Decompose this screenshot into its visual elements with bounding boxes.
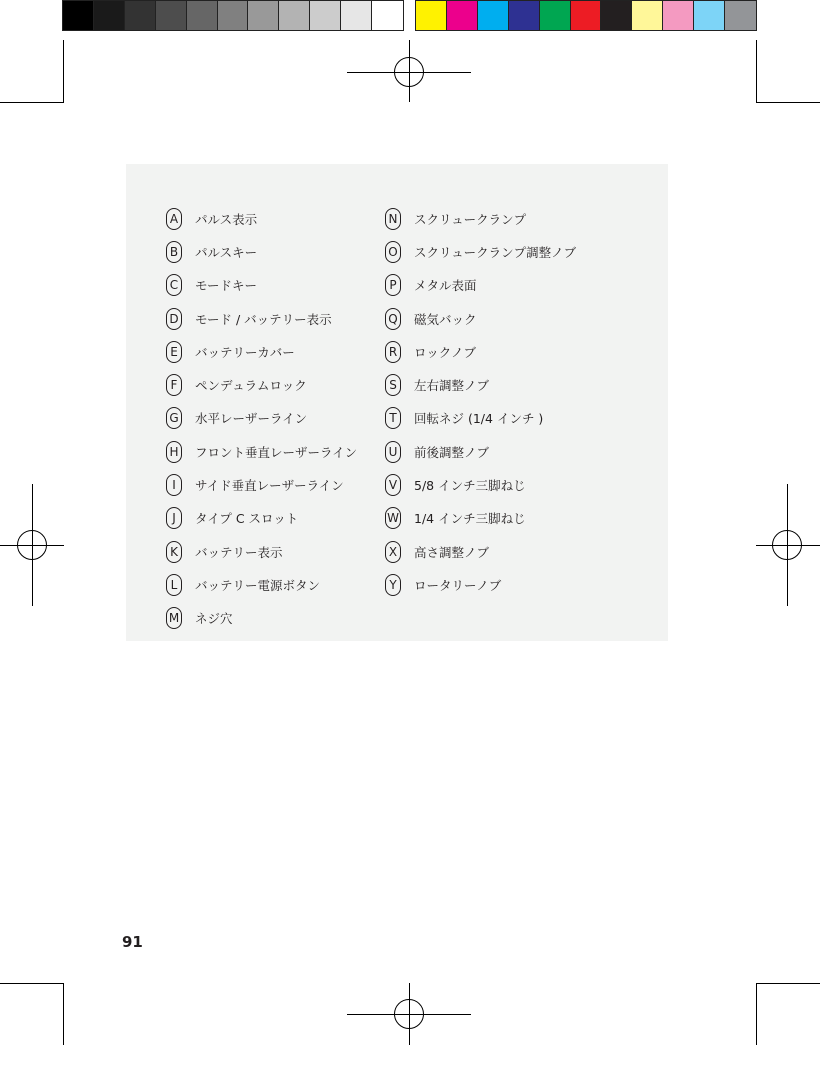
- color-swatch: [447, 1, 478, 30]
- color-swatch: [187, 1, 218, 30]
- legend-item: [166, 402, 357, 435]
- legend-item: [385, 202, 576, 235]
- legend-key-badge: Q: [385, 308, 401, 330]
- process-color-bar: [415, 0, 757, 31]
- legend-label: 1/4 インチ三脚ねじ: [414, 511, 526, 527]
- legend-key-badge: I: [166, 474, 182, 496]
- legend-label: モード / バッテリー表示: [195, 311, 332, 327]
- legend-key-badge: C: [166, 274, 182, 296]
- color-swatch: [725, 1, 756, 30]
- legend-key-badge: V: [385, 474, 401, 496]
- legend-key-badge: T: [385, 407, 401, 429]
- legend-label: 5/8 インチ三脚ねじ: [414, 478, 526, 494]
- legend-label: メタル表面: [414, 278, 477, 294]
- legend-key-badge: H: [166, 441, 182, 463]
- crop-mark: [756, 983, 757, 1045]
- color-swatch: [218, 1, 249, 30]
- legend-label: ロックノブ: [414, 344, 477, 360]
- legend-key-badge: U: [385, 441, 401, 463]
- legend-key-badge: Y: [385, 574, 401, 596]
- legend-label: ペンデュラムロック: [195, 378, 307, 394]
- legend-key-badge: B: [166, 241, 182, 263]
- legend-item: [385, 235, 576, 268]
- color-swatch: [125, 1, 156, 30]
- parts-legend-panel: [126, 164, 668, 641]
- legend-key-badge: P: [385, 274, 401, 296]
- crop-mark: [756, 40, 757, 102]
- legend-item: [166, 202, 357, 235]
- legend-key-badge: D: [166, 308, 182, 330]
- crop-mark: [756, 983, 820, 984]
- color-swatch: [279, 1, 310, 30]
- legend-label: フロント垂直レーザーライン: [195, 444, 358, 460]
- legend-item: [166, 468, 357, 501]
- grayscale-color-bar: [62, 0, 404, 31]
- legend-item: [166, 302, 357, 335]
- color-swatch: [663, 1, 694, 30]
- legend-key-badge: J: [166, 507, 182, 529]
- color-swatch: [310, 1, 341, 30]
- crop-mark: [0, 102, 64, 103]
- legend-label: 回転ネジ (1/4 インチ ): [414, 411, 544, 427]
- legend-item: [385, 402, 576, 435]
- legend-item: [385, 302, 576, 335]
- legend-column-right: [385, 202, 576, 602]
- legend-item: [385, 502, 576, 535]
- legend-item: [166, 502, 357, 535]
- legend-key-badge: S: [385, 374, 401, 396]
- color-swatch: [156, 1, 187, 30]
- legend-key-badge: R: [385, 341, 401, 363]
- color-swatch: [632, 1, 663, 30]
- color-swatch: [341, 1, 372, 30]
- color-swatch: [63, 1, 94, 30]
- legend-item: [166, 535, 357, 568]
- legend-item: [166, 335, 357, 368]
- color-swatch: [540, 1, 571, 30]
- legend-label: 前後調整ノブ: [414, 444, 490, 460]
- legend-key-badge: E: [166, 341, 182, 363]
- crop-mark: [63, 40, 64, 102]
- legend-key-badge: L: [166, 574, 182, 596]
- legend-key-badge: X: [385, 541, 401, 563]
- legend-item: [385, 335, 576, 368]
- color-swatch: [248, 1, 279, 30]
- legend-item: [166, 435, 357, 468]
- legend-item: [166, 269, 357, 302]
- legend-item: [385, 435, 576, 468]
- legend-key-badge: A: [166, 208, 182, 230]
- legend-key-badge: O: [385, 241, 401, 263]
- legend-label: 高さ調整ノブ: [414, 544, 490, 560]
- legend-item: [385, 535, 576, 568]
- color-swatch: [571, 1, 602, 30]
- crop-mark: [0, 983, 64, 984]
- legend-label: パルスキー: [195, 244, 258, 260]
- legend-item: [385, 568, 576, 601]
- legend-key-badge: G: [166, 407, 182, 429]
- legend-item: [166, 568, 357, 601]
- legend-key-badge: K: [166, 541, 182, 563]
- legend-label: パルス表示: [195, 211, 258, 227]
- legend-key-badge: F: [166, 374, 182, 396]
- legend-label: ネジ穴: [195, 611, 233, 627]
- legend-item: [166, 368, 357, 401]
- legend-label: スクリュークランプ: [414, 211, 527, 227]
- color-swatch: [372, 1, 403, 30]
- legend-key-badge: M: [166, 607, 182, 629]
- legend-label: スクリュークランプ調整ノブ: [414, 244, 577, 260]
- legend-label: バッテリー電源ボタン: [195, 577, 321, 593]
- legend-item: [166, 235, 357, 268]
- legend-key-badge: N: [385, 208, 401, 230]
- legend-label: タイプ C スロット: [195, 511, 299, 527]
- legend-column-left: [166, 202, 357, 635]
- legend-label: バッテリーカバー: [195, 344, 295, 360]
- legend-item: [385, 368, 576, 401]
- legend-label: ロータリーノブ: [414, 577, 502, 593]
- legend-label: サイド垂直レーザーライン: [195, 478, 344, 494]
- legend-item: [385, 468, 576, 501]
- page-number: 91: [122, 933, 143, 951]
- crop-mark: [63, 983, 64, 1045]
- color-swatch: [94, 1, 125, 30]
- legend-label: 左右調整ノブ: [414, 378, 490, 394]
- legend-label: モードキー: [195, 278, 258, 294]
- crop-mark: [756, 102, 820, 103]
- legend-label: 水平レーザーライン: [195, 411, 308, 427]
- legend-key-badge: W: [385, 507, 401, 529]
- color-swatch: [509, 1, 540, 30]
- color-swatch: [694, 1, 725, 30]
- legend-item: [166, 602, 357, 635]
- color-swatch: [601, 1, 632, 30]
- legend-label: 磁気バック: [414, 311, 477, 327]
- color-swatch: [416, 1, 447, 30]
- legend-label: バッテリー表示: [195, 544, 283, 560]
- color-swatch: [478, 1, 509, 30]
- legend-item: [385, 269, 576, 302]
